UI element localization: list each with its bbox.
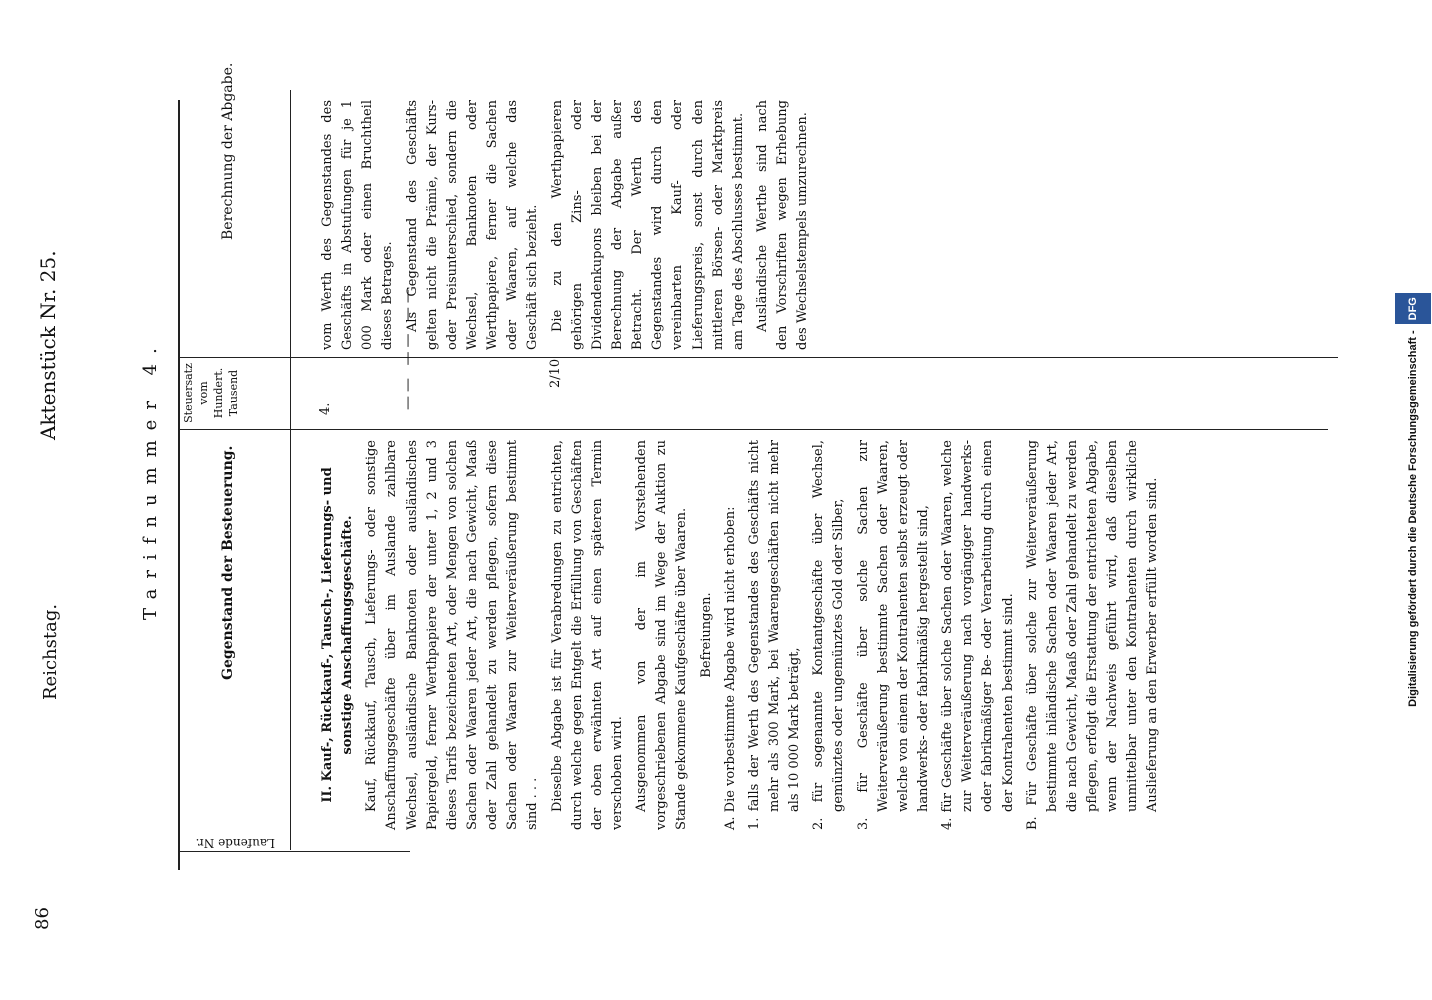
exemption-b: B. Für Geschäfte über solche zur Weiterveräußerung bestimmte inländische Sachen oder Waaren jeder Art, die nach Gewicht, Maaß oder Zahl gehandelt zu werden pflegen, erfolgt die Erstattung der entrichteten Abgabe, wenn der Nachweis geführt wird, daß dieselben unmittelbar unter den Kontrahenten durch wirkliche Auslieferung an den Erwerber erfüllt worden sind. [1024,440,1161,830]
section-title: Tarifnummer 4. [140,338,161,620]
berechnung-p1: vom Werth des Gegenstandes des Geschäfts in Abstufungen für je 1 000 Mark oder einen Bruchtheil dieses Betrages. [320,100,396,350]
exemption-a2: 2. für sogenannte Kontantgeschäfte über Wechsel, gemünztes oder ungemünztes Gold oder Silber, [811,440,847,830]
gegenstand-title: II. Kauf-, Rückkauf-, Tausch-, Lieferungs- und sonstige Anschaffungsgeschäfte. [320,467,356,803]
gegenstand-p3: Ausgenommen von der im Vorstehenden vorgeschriebenen Abgabe sind im Wege der Auktion zu Stande gekommene Kaufgeschäfte über Waaren. [634,440,690,830]
gegenstand-column [318,440,1168,830]
row-number: 4. [318,402,333,415]
table-top-rule [178,100,180,870]
header-left: Reichstag. [40,603,61,700]
gegenstand-p2: Dieselbe Abgabe ist für Verabredungen zu entrichten, durch welche gegen Entgelt die Erfüllung von Geschäften der oben erwähnten Art auf einen späteren Termin verschoben wird. [549,440,625,830]
column-divider-1 [180,851,410,852]
rate-dashes: —— —— —— [400,285,416,410]
exemption-a1: 1. falls der Werth des Gegenstandes des Geschäfts nicht mehr als 300 Mark, bei Waarengeschäften nicht mehr als 10 000 Mark beträgt, [746,440,803,830]
berechnung-p2: Als Gegenstand des Geschäfts gelten nicht die Prämie, der Kurs- oder Preisunterschied, sondern die Wechsel, Banknoten oder Werthpapiere, ferner die Sachen oder Waaren, auf welche das Geschäft sich bezieht. [404,100,541,350]
exemption-a4: 4. für Geschäfte über solche Sachen oder Waaren, welche zur Weiterveräußerung nach vorgängiger handwerks- oder fabrikmäßiger Be- oder Verarbeitung durch einen der Kontrahenten bestimmt sind. [940,440,1016,830]
berechnung-p4: Ausländische Werthe sind nach den Vorschriften wegen Erhebung des Wechselstempels umzurechnen. [754,100,811,350]
digitization-credit [1395,0,1431,1000]
dfg-logo: DFG [1395,293,1431,324]
exemption-a-intro: A. Die vorbestimmte Abgabe wird nicht erhoben: [722,506,738,830]
gegenstand-p1: Kauf, Rückkauf, Tausch, Lieferungs- oder sonstige Anschaffungsgeschäfte über im Auslande zahlbare Wechsel, ausländische Banknoten oder ausländisches Papiergeld, ferner Werthpapiere der unter 1, 2 und 3 dieses Tarifs bezeichneten Art, oder Mengen von solchen Sachen oder Waaren jeder Art, die nach Gewicht, Maaß oder Zahl gehandelt zu werden pflegen, sofern diese Sachen oder Waaren zur Weiterveräußerung bestimmt sind . . . [364,440,541,830]
berechnung-p3: Die zu den Werthpapieren gehörigen Zins- oder Dividendenkupons bleiben bei der Berechnung der Abgabe außer Betracht. Der Werth des Gegenstandes wird durch den vereinbarten Kauf- oder Lieferungspreis, sonst durch den mittleren Börsen- oder Marktpreis am Tage des Abschlusses bestimmt. [549,100,746,350]
header-laufende-nr: Laufende Nr. [195,836,275,850]
header-gegenstand: Gegenstand der Besteuerung. [220,445,236,680]
tax-rate: 2/10 [548,358,563,388]
column-divider-2 [178,429,1328,430]
column-divider-3 [178,357,1338,358]
credit-text: Digitalisierung gefördert durch die Deutsche Forschungsgemeinschaft - [1407,330,1419,707]
page-number: 86 [32,907,53,930]
header-steuersatz: Steuersatz vom Hundert. Tausend [182,363,240,423]
befreiungen-heading: Befreiungen. [698,592,714,678]
header-berechnung: Berechnung der Abgabe. [220,62,236,240]
berechnung-column [318,100,817,350]
header-right: Aktenstück Nr. 25. [36,250,60,440]
exemption-a3: 3. für Geschäfte über solche Sachen zur Weiterveräußerung bestimmte Sachen oder Waaren, welche von einem der Kontrahenten selbst erzeugt oder handwerks- oder fabrikmäßig hergestellt sind, [855,440,931,830]
table-header-rule [290,90,291,850]
